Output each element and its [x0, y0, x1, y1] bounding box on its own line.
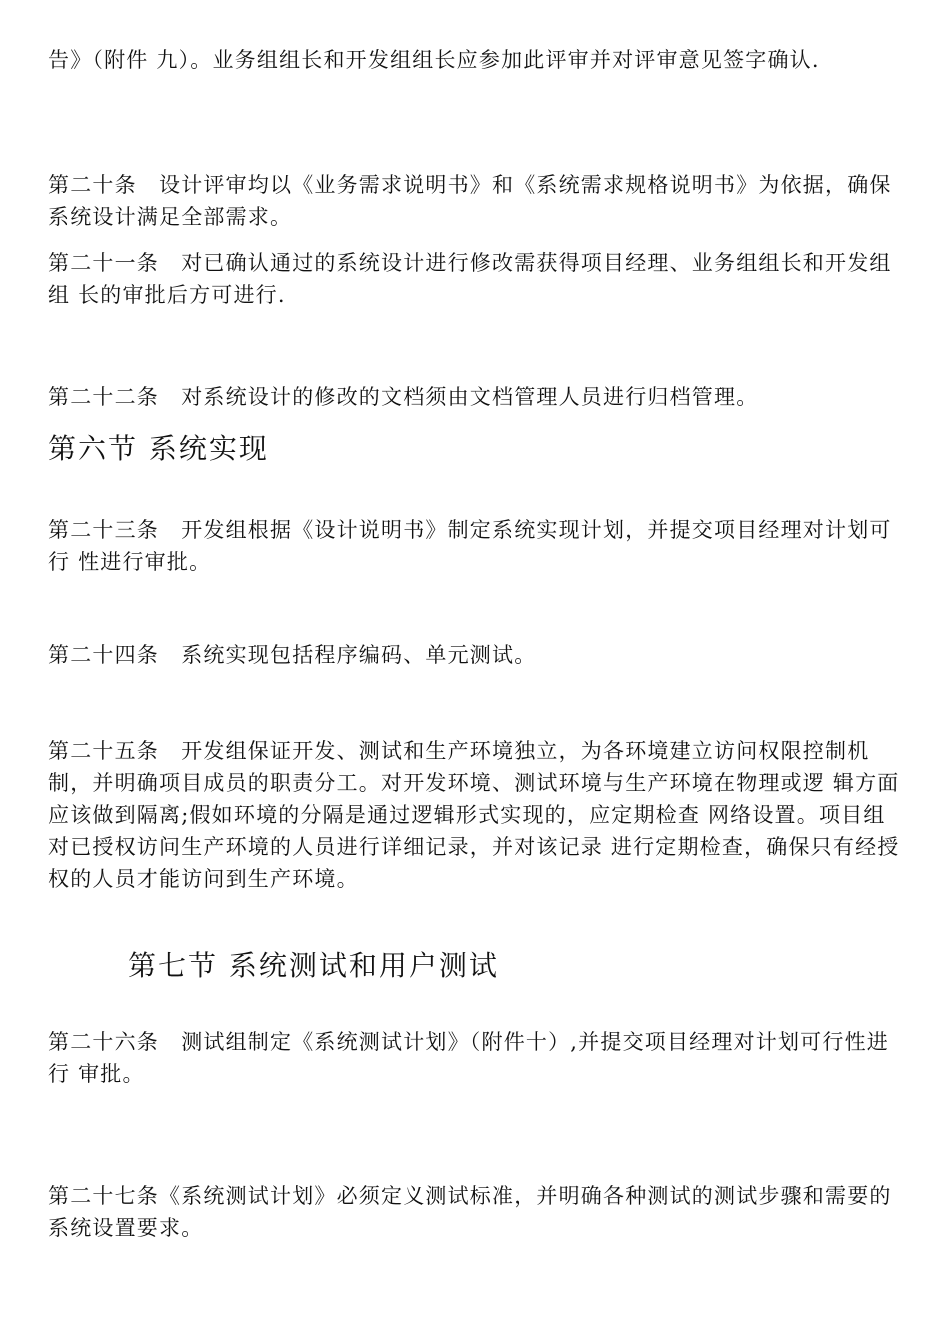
- article-26: 第二十六条 测试组制定《系统测试计划》（附件十）,并提交项目经理对计划可行性进行 审批。: [48, 1030, 889, 1086]
- article-23: 第二十三条 开发组根据《设计说明书》制定系统实现计划，并提交项目经理对计划可行 性进行审批。: [48, 518, 892, 574]
- article-20: 第二十条 设计评审均以《业务需求说明书》和《系统需求规格说明书》为依据，确保 系统设计满足全部需求。: [48, 173, 892, 229]
- section-7-heading: 第七节 系统测试和用户测试: [128, 949, 499, 982]
- article-22: 第二十二条 对系统设计的修改的文档须由文档管理人员进行归档管理。: [48, 385, 759, 409]
- section-6-heading: 第六节 系统实现: [48, 432, 269, 465]
- article-25: 第二十五条 开发组保证开发、测试和生产环境独立，为各环境建立访问权限控制机制，并明确项目成员的职责分工。对开发环境、测试环境与生产环境在物理或逻 辑方面应该做到隔离;假如环境的分隔是通过逻辑形式实现的，应定期检查 网络设置。项目组对已授权访问生产环境的人员进行详细记录，并对该记录 进行定期检查，确保只有经授权的人员才能访问到生产环境。: [48, 739, 900, 891]
- article-27: 第二十七条《系统测试计划》必须定义测试标准，并明确各种测试的测试步骤和需要的 系统设置要求。: [48, 1184, 892, 1240]
- paragraph-continuation: 告》（附件 九）。业务组组长和开发组组长应参加此评审并对评审意见签字确认.: [48, 48, 820, 72]
- article-24: 第二十四条 系统实现包括程序编码、单元测试。: [48, 643, 537, 667]
- article-21: 第二十一条 对已确认通过的系统设计进行修改需获得项目经理、业务组组长和开发组组 长的审批后方可进行.: [48, 251, 892, 307]
